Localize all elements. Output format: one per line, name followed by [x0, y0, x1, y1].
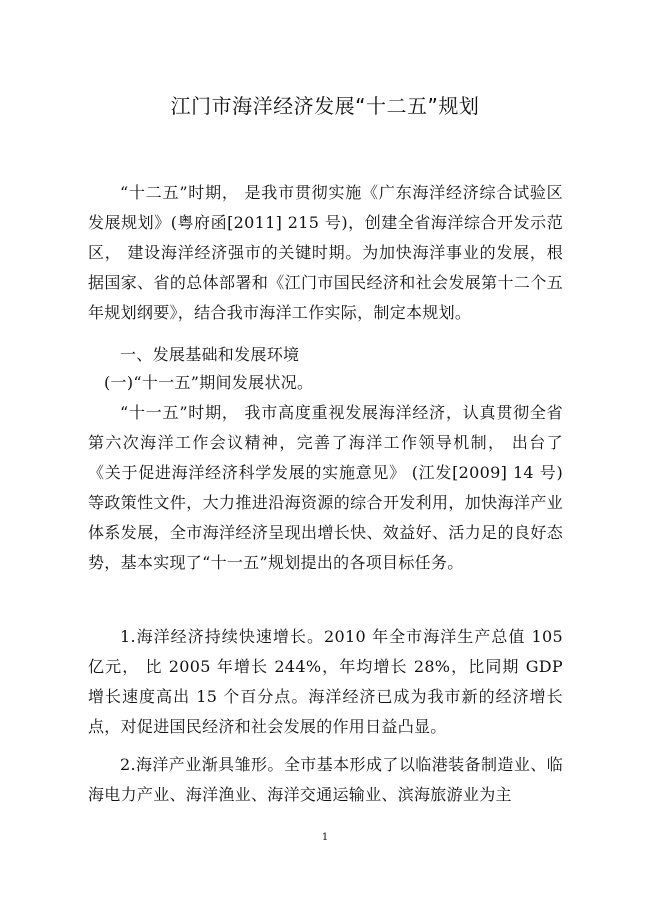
section-heading: 一、发展基础和发展环境	[120, 345, 300, 364]
document-title: 江门市海洋经济发展“十二五”规划	[170, 94, 480, 118]
point-2-paragraph: 2.海洋产业渐具雏形。全市基本形成了以临港装备制造业、临海电力产业、海洋渔业、海洋交通运输业、滨海旅游业为主	[88, 755, 563, 804]
review-paragraph: “十一五”时期， 我市高度重视发展海洋经济，认真贯彻全省第六次海洋工作会议精神，完善了海洋工作领导机制， 出台了《关于促进海洋经济科学发展的实施意见》 (江发[2009] 14 号)等政策性文件，大力推进沿海资源的综合开发利用，加快海洋产业体系发展，全市海洋经济呈现出增长快、效益好、活力足的良好态势，基本实现了“十一五”规划提出的各项目标任务。	[88, 403, 563, 572]
intro-paragraph: “十二五”时期， 是我市贯彻实施《广东海洋经济综合试验区发展规划》(粤府函[2011] 215 号)，创建全省海洋综合开发示范区， 建设海洋经济强市的关键时期。为加快海洋事业的发展，根据国家、省的总体部署和《江门市国民经济和社会发展第十二个五年规划纲要》，结合我市海洋工作实际，制定本规划。	[88, 183, 563, 322]
sub-heading: (一)“十一五”期间发展状况。	[104, 373, 314, 392]
page-number: 1	[321, 832, 329, 843]
point-1-paragraph: 1.海洋经济持续快速增长。2010 年全市海洋生产总值 105 亿元， 比 2005 年增长 244%，年均增长 28%，比同期 GDP 增长速度高出 15 个百分点。海洋经济已成为我市新的经济增长点，对促进国民经济和社会发展的作用日益凸显。	[88, 627, 563, 736]
